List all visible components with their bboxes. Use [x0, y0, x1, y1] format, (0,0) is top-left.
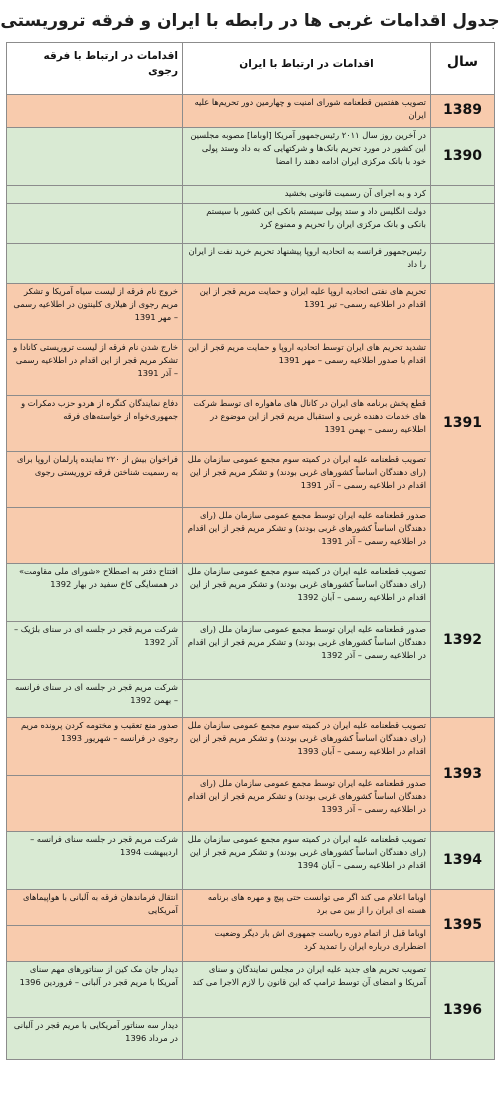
year-cell-1390: 1390: [431, 128, 495, 186]
table-row: [7, 244, 495, 284]
rajavi-cell: [7, 508, 183, 564]
rajavi-cell: [7, 95, 183, 128]
table-row: [7, 128, 495, 186]
table-row: [7, 1018, 495, 1060]
year-cell-1391: 1391: [431, 284, 495, 564]
rajavi-cell: دیدار جان مک کین از سناتورهای مهم سنای آمریکا با مریم قجر در آلبانی – فروردین 1396: [7, 962, 183, 1018]
header-iran: اقدامات در ارتباط با ایران: [183, 43, 431, 95]
rajavi-cell: انتقال فرماندهان فرقه به آلبانی با هواپیماهای آمریکایی: [7, 890, 183, 926]
header-year: سال: [431, 43, 495, 95]
year-cell-1389: 1389: [431, 95, 495, 128]
iran-cell: صدور قطعنامه علیه ایران توسط مجمع عمومی سازمان ملل (رای دهندگان اساساً کشورهای غربی بودند) و تشکر مریم قجر از این اقدام در اطلاعیه رسمی – آذر 1393: [183, 776, 431, 832]
iran-cell: [183, 680, 431, 718]
table-row: [7, 284, 495, 340]
rajavi-cell: خارج شدن نام فرقه از لیست تروریستی کانادا و تشکر مریم قجر از این اقدام در اطلاعیه رسمی – آذر 1391: [7, 340, 183, 396]
table-row: [7, 396, 495, 452]
rajavi-cell: دیدار سه سناتور آمریکایی با مریم قجر در آلبانی در مرداد 1396: [7, 1018, 183, 1060]
table-row: [7, 926, 495, 962]
rajavi-cell: فراخوان بیش از ۲۲۰ نماینده پارلمان اروپا برای به رسمیت شناختن فرقه تروریستی رجوی: [7, 452, 183, 508]
iran-cell: تحریم های نفتی اتحادیه اروپا علیه ایران و حمایت مریم قجر از این اقدام در اطلاعیه رسمی– تیر 1391: [183, 284, 431, 340]
table-row: [7, 340, 495, 396]
rajavi-cell: شرکت مریم قجر در جلسه ای در سنای بلژیک – آذر 1392: [7, 622, 183, 680]
rajavi-cell: [7, 204, 183, 244]
rajavi-cell: [7, 128, 183, 186]
table-row: [7, 95, 495, 128]
table-row: [7, 680, 495, 718]
year-cell-empty: [431, 186, 495, 204]
year-cell-1392: 1392: [431, 564, 495, 718]
table-row: [7, 718, 495, 776]
iran-cell: تصویب قطعنامه علیه ایران در کمیته سوم مجمع عمومی سازمان ملل (رای دهندگان اساساً کشورهای غربی بودند) و تشکر مریم قجر از این اقدام در اطلاعیه رسمی – آبان 1392: [183, 564, 431, 622]
year-cell-1393: 1393: [431, 718, 495, 832]
rajavi-cell: [7, 244, 183, 284]
iran-cell: صدور قطعنامه علیه ایران توسط مجمع عمومی سازمان ملل (رای دهندگان اساساً کشورهای غربی بودند) و تشکر مریم قجر از این اقدام در اطلاعیه رسمی – آذر 1391: [183, 508, 431, 564]
rajavi-cell: خروج نام فرقه از لیست سیاه آمریکا و تشکر مریم رجوی از هیلاری کلینتون در اطلاعیه رسمی – مهر 1391: [7, 284, 183, 340]
year-cell-1395: 1395: [431, 890, 495, 962]
table-row: [7, 204, 495, 244]
table-row: [7, 508, 495, 564]
table-row: [7, 186, 495, 204]
page-title: جدول اقدامات غربی ها در رابطه با ایران و فرقه تروریستی: [0, 11, 500, 31]
iran-cell: تشدید تحریم های ایران توسط اتحادیه اروپا و حمایت مریم قجر از این اقدام با صدور اطلاعیه رسمی – مهر 1391: [183, 340, 431, 396]
iran-cell: تصویب قطعنامه علیه ایران در کمیته سوم مجمع عمومی سازمان ملل (رای دهندگان اساساً کشورهای غربی بودند) و تشکر مریم قجر از این اقدام در اطلاعیه رسمی – آذر 1391: [183, 452, 431, 508]
iran-cell: کرد و به اجرای آن رسمیت قانونی بخشید: [183, 186, 431, 204]
iran-cell: در آخرین روز سال ۲۰۱۱ رئیس‌جمهور آمریکا [اوباما] مصوبه مجلسین این کشور در مورد تحریم بانک‌ها و شرکتهایی که به داد وستد پولی خود با بانک مرکزی ایران ادامه دهند را امضا: [183, 128, 431, 186]
iran-cell: تصویب قطعنامه علیه ایران در کمیته سوم مجمع عمومی سازمان ملل (رای دهندگان اساساً کشورهای غربی بودند) و تشکر مریم قجر از این اقدام در اطلاعیه رسمی – آبان 1394: [183, 832, 431, 890]
header-rajavi: اقدامات در ارتباط با فرقه رجوی: [7, 43, 183, 95]
iran-cell: اوباما اعلام می کند اگر می توانست حتی پیچ و مهره های برنامه هسته ای ایران را از بین می برد: [183, 890, 431, 926]
iran-cell: تصویب قطعنامه علیه ایران در کمیته سوم مجمع عمومی سازمان ملل (رای دهندگان اساساً کشورهای غربی بودند) و تشکر مریم قجر از این اقدام در اطلاعیه رسمی – آبان 1393: [183, 718, 431, 776]
rajavi-cell: دفاع نمایندگان کنگره از هردو حزب دمکرات و جمهوری‌خواه از خواسته‌های فرقه: [7, 396, 183, 452]
rajavi-cell: صدور منع تعقیب و مختومه کردن پرونده مریم رجوی در فرانسه – شهریور 1393: [7, 718, 183, 776]
table-row: [7, 832, 495, 890]
iran-cell: رئیس‌جمهور فرانسه به اتحادیه اروپا پیشنهاد تحریم خرید نفت از ایران را داد: [183, 244, 431, 284]
year-cell-empty: [431, 244, 495, 284]
table-row: [7, 452, 495, 508]
year-cell-empty: [431, 204, 495, 244]
table-row: [7, 890, 495, 926]
table-row: [7, 622, 495, 680]
year-cell-1394: 1394: [431, 832, 495, 890]
rajavi-cell: افتتاح دفتر به اصطلاح «شورای ملی مقاومت» در همسایگی کاخ سفید در بهار 1392: [7, 564, 183, 622]
year-cell-1396: 1396: [431, 962, 495, 1060]
iran-cell: تصویب هفتمین قطعنامه شورای امنیت و چهارمین دور تحریم‌ها علیه ایران: [183, 95, 431, 128]
table-row: [7, 564, 495, 622]
iran-cell: دولت انگلیس داد و ستد پولی سیستم بانکی این کشور با سیستم بانکی و بانک مرکزی ایران را تحریم و ممنوع کرد: [183, 204, 431, 244]
iran-cell: قطع پخش برنامه های ایران در کانال های ماهواره ای توسط شرکت های خدمات دهنده غربی و استقبال مریم قجر از این موضوع در اطلاعیه رسمی – بهمن 1391: [183, 396, 431, 452]
rajavi-cell: [7, 776, 183, 832]
table-row: [7, 962, 495, 1018]
table-row: [7, 776, 495, 832]
rajavi-cell: شرکت مریم قجر در جلسه سنای فرانسه – اردیبهشت 1394: [7, 832, 183, 890]
iran-cell: صدور قطعنامه علیه ایران توسط مجمع عمومی سازمان ملل (رای دهندگان اساساً کشورهای غربی بودند) و تشکر مریم قجر از این اقدام در اطلاعیه رسمی – آذر 1392: [183, 622, 431, 680]
iran-cell: [183, 1018, 431, 1060]
iran-cell: تصویب تحریم های جدید علیه ایران در مجلس نمایندگان و سنای آمریکا و امضای آن توسط ترامپ که این قانون را لازم الاجرا می کند: [183, 962, 431, 1018]
rajavi-cell: [7, 186, 183, 204]
rajavi-cell: شرکت مریم قجر در جلسه ای در سنای فرانسه – بهمن 1392: [7, 680, 183, 718]
table-header-row: [7, 43, 495, 95]
events-table: [6, 42, 495, 1060]
iran-cell: اوباما قبل از اتمام دوره ریاست جمهوری اش بار دیگر وضعیت اضطراری درباره ایران را تمدید کرد: [183, 926, 431, 962]
rajavi-cell: [7, 926, 183, 962]
